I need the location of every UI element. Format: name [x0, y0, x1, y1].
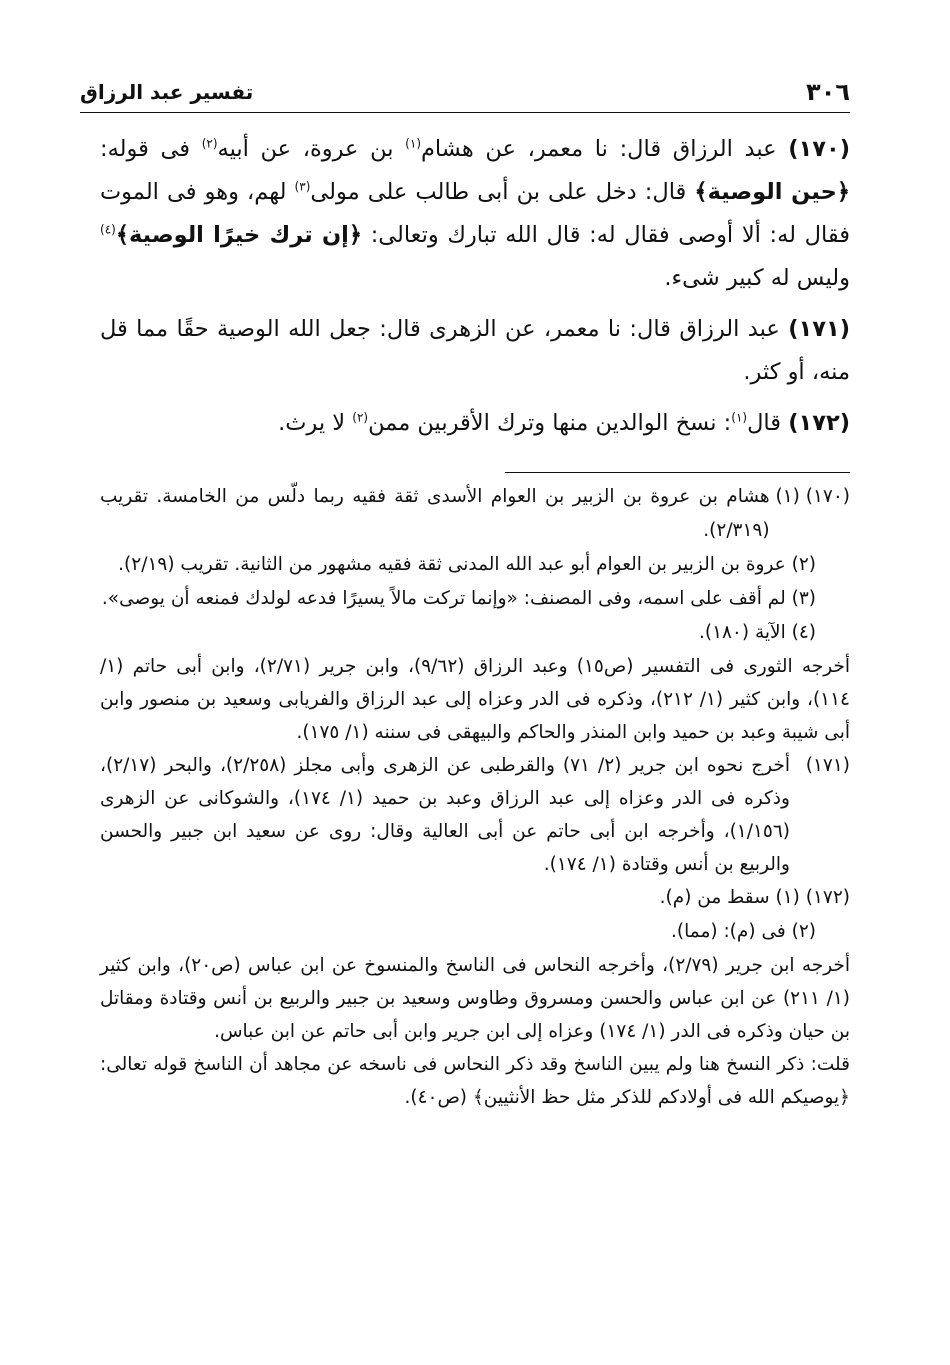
footnote-text: سقط من (م).	[659, 887, 770, 908]
footnote-text: أخرج نحوه ابن جرير (٢/ ٧١) والقرطبى عن الزهرى وأبى مجلز (٢/٢٥٨)، والبحر (٢/١٧)، وذكره فى الدر وعزاه إلى عبد الرزاق وعبد بن حميد (١/ ١٧٤)، والشوكانى عن الزهرى (١/١٥٦)، وأخرجه ابن أبى حاتم عن أبى العالية وقال: روى عن سعيد ابن جبير والحسن والربيع بن أنس وقتادة (١/ ١٧٤).	[100, 755, 790, 875]
footnote-marker: (١)	[731, 410, 748, 425]
footnote-marker: (٣)	[294, 179, 311, 194]
narration-text: قال	[747, 410, 789, 436]
footnote-key: (٣)	[785, 588, 816, 609]
footnote-text: عروة بن الزبير بن العوام أبو عبد الله المدنى ثقة فقيه مشهور من الثانية. تقريب (٢/١٩).	[118, 554, 786, 575]
narration-text: عبد الرزاق قال: نا معمر، عن الزهرى قال: جعل الله الوصية حقًا مما قل منه، أو كثر.	[100, 316, 850, 385]
footnote-text: فى (م): (مما).	[671, 921, 786, 942]
footnote-marker: (٤)	[100, 222, 116, 237]
narration-172	[100, 402, 850, 445]
footnote-key: (٤)	[785, 622, 816, 643]
narration-text: لهم، وهو فى الموت فقال له: ألا أوصى فقال له: قال الله تبارك وتعالى:	[100, 179, 850, 248]
narration-text: لا يرث.	[278, 410, 353, 436]
page-number: ٣٠٦	[806, 78, 850, 106]
narration-171	[100, 308, 850, 394]
narration-170	[100, 128, 850, 300]
footnote-text: هشام بن عروة بن الزبير بن العوام الأسدى ثقة فقيه ربما دلّس من الخامسة. تقريب (٢/٣١٩).	[100, 486, 770, 541]
footnote-170-4	[100, 616, 850, 650]
quran-quote: ﴿حين الوصية﴾	[694, 179, 850, 205]
footnote-text: لم أقف على اسمه، وفى المصنف: «وإنما تركت مالاً يسيرًا فدعه لولدك فمنعه أن يوصى».	[101, 588, 786, 609]
editor-comment: قلت: ذكر النسخ هنا ولم يبين الناسخ وقد ذكر النحاس فى ناسخه عن مجاهد أن الناسخ قوله تعالى: ﴿يوصيكم الله فى أولادكم للذكر مثل حظ الأنثيين﴾ (ص٤٠).	[100, 1054, 850, 1108]
narration-text: : نسخ الوالدين منها وترك الأقربين ممن	[368, 410, 732, 436]
footnote-170-1	[100, 480, 850, 548]
footnote-key: (١٧٠) (١)	[769, 486, 850, 507]
footnote-key: (٢)	[785, 554, 816, 575]
narration-number: (١٧١)	[788, 316, 850, 342]
footnote-key: (١٧١)	[805, 755, 850, 776]
quran-quote: ﴿إن ترك خيرًا الوصية﴾	[115, 222, 363, 248]
footnotes-section	[100, 480, 850, 1114]
footnote-170-2	[100, 548, 850, 582]
footnote-marker: (٢)	[352, 410, 369, 425]
footnote-172-references: أخرجه ابن جرير (٢/٧٩)، وأخرجه النحاس فى الناسخ والمنسوخ عن ابن عباس (ص٢٠)، وابن كثير (١/ ٢١١) عن ابن عباس والحسن ومسروق وطاوس وسعيد بن جبير والربيع بن أنس وقتادة ومقاتل بن حيان وذكره فى الدر (١/ ١٧٤) وعزاه إلى ابن جرير وابن أبى حاتم عن ابن عباس.	[100, 955, 851, 1042]
footnote-divider	[505, 472, 850, 473]
narration-number: (١٧٢)	[788, 410, 850, 436]
narration-text: فى قوله:	[100, 136, 202, 162]
narration-text: بن عروة، عن أبيه	[217, 136, 406, 162]
narration-number: (١٧٠)	[788, 136, 850, 162]
main-text	[100, 128, 850, 453]
footnote-marker: (٢)	[201, 136, 218, 151]
footnote-text: الآية (١٨٠).	[698, 622, 786, 643]
footnote-key: (١٧٢) (١)	[769, 887, 850, 908]
footnote-172-2	[100, 915, 850, 949]
book-title: تفسير عبد الرزاق	[80, 80, 254, 104]
footnote-170-references: أخرجه الثورى فى التفسير (ص١٥) وعبد الرزاق (٩/٦٢)، وابن جرير (٢/٧١)، وابن أبى حاتم (١/ ١١٤)، وابن كثير (١/ ٢١٢)، وذكره فى الدر وعزاه إلى عبد الرزاق والفريابى وسعيد بن منصور وابن أبى شيبة وعبد بن حميد وابن المنذر والحاكم والبيهقى فى سننه (١/ ١٧٥).	[100, 656, 850, 743]
footnote-171	[100, 749, 850, 881]
footnote-172-1	[100, 881, 850, 915]
page-header	[80, 78, 850, 113]
footnote-key: (٢)	[785, 921, 816, 942]
footnote-170-3	[100, 582, 850, 616]
footnote-marker: (١)	[405, 136, 421, 151]
narration-text: قال: دخل على بن أبى طالب على مولى	[310, 179, 695, 205]
narration-text: وليس له كبير شىء.	[664, 265, 850, 291]
narration-text: عبد الرزاق قال: نا معمر، عن هشام	[421, 136, 789, 162]
